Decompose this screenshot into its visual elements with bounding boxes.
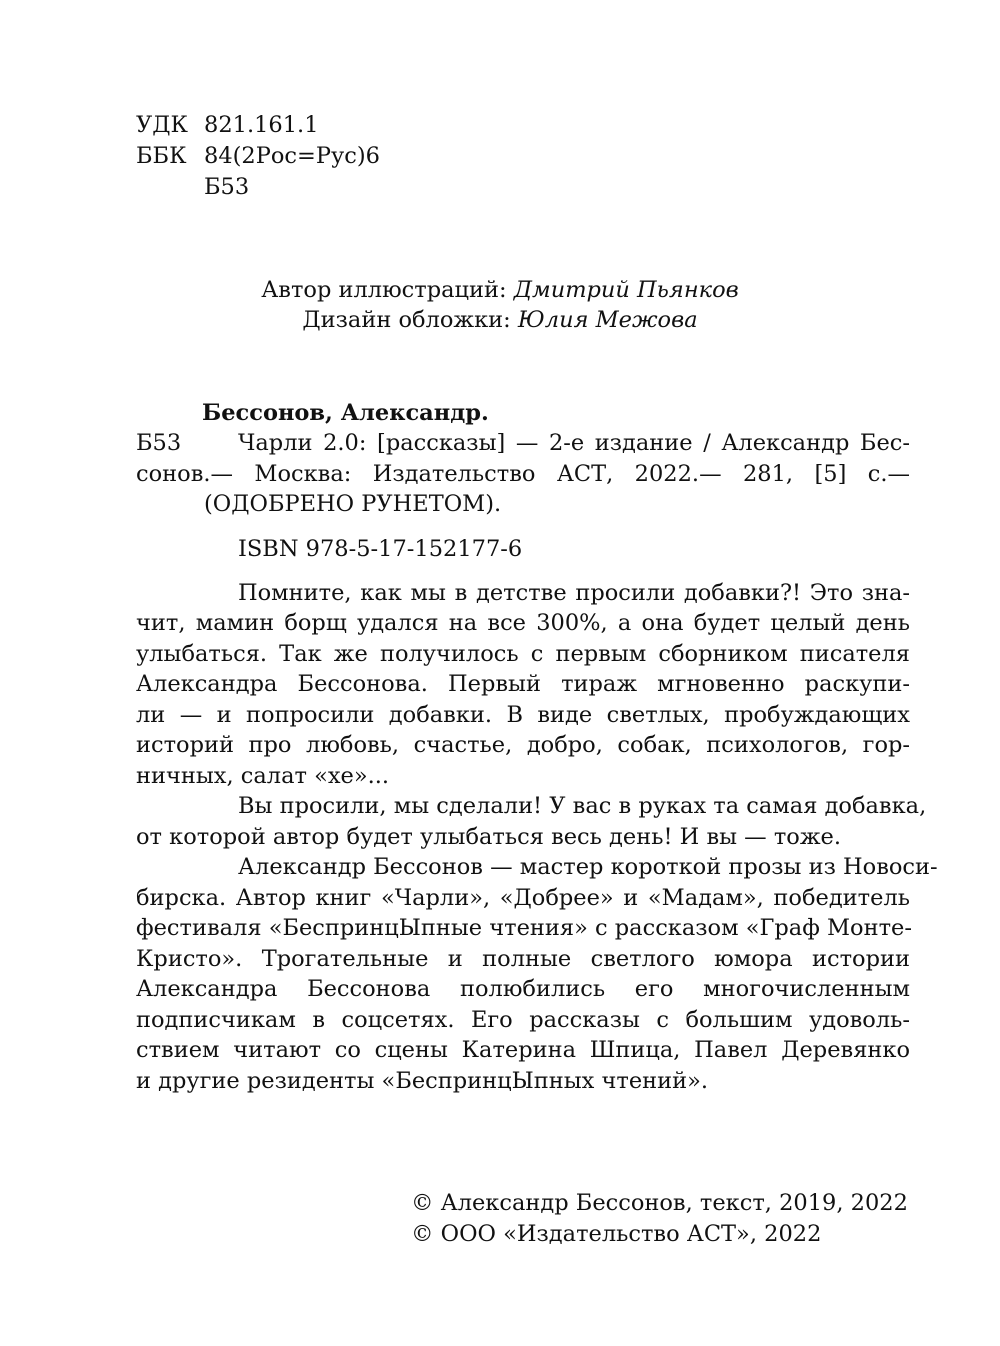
illustrations-label: Автор иллюстраций: bbox=[261, 277, 507, 303]
illustrations-name: Дмитрий Пьянков bbox=[513, 277, 739, 303]
bib-line: сонов.— Москва: Издательство АСТ, 2022.— 281, [5] с.— bbox=[136, 461, 910, 487]
isbn: ISBN 978-5-17-152177-6 bbox=[238, 536, 523, 562]
udk-value: 821.161.1 bbox=[204, 112, 319, 138]
annotation-line: фестиваля «БеспринцЫпные чтения» с рассказом «Граф Монте- bbox=[136, 915, 912, 941]
author-heading: Бессонов, Александр. bbox=[202, 400, 489, 426]
udk-line bbox=[136, 110, 319, 140]
author-mark: Б53 bbox=[204, 174, 250, 200]
annotation-line: и другие резиденты «БеспринцЫпных чтений». bbox=[136, 1068, 709, 1094]
annotation-line: бирска. Автор книг «Чарли», «Добрее» и «Мадам», победитель bbox=[136, 885, 910, 911]
annotation-line: ли — и попросили добавки. В виде светлых, пробуждающих bbox=[136, 702, 910, 728]
annotation-line: Александра Бессонова полюбились его многочисленным bbox=[136, 976, 910, 1002]
cover-label: Дизайн обложки: bbox=[302, 307, 511, 333]
annotation-line: Кристо». Трогательные и полные светлого юмора истории bbox=[136, 946, 910, 972]
annotation-line: Александра Бессонова. Первый тираж мгновенно раскупи- bbox=[136, 671, 910, 697]
margin-mark: Б53 bbox=[136, 430, 182, 456]
udk-label: УДК bbox=[136, 112, 188, 138]
illustrations-credit bbox=[0, 275, 1000, 305]
annotation-line: ничных, салат «хе»... bbox=[136, 763, 390, 789]
annotation-line: Вы просили, мы сделали! У вас в руках та самая добавка, bbox=[238, 793, 927, 819]
annotation-line: от которой автор будет улыбаться весь день! И вы — тоже. bbox=[136, 824, 841, 850]
bbk-value: 84(2Рос=Рус)6 bbox=[204, 143, 380, 169]
annotation-line: историй про любовь, счастье, добро, собак, психологов, гор- bbox=[136, 732, 910, 758]
annotation-line: Александр Бессонов — мастер короткой прозы из Новоси- bbox=[238, 854, 938, 880]
cover-name: Юлия Межова bbox=[517, 307, 698, 333]
bbk-label: ББК bbox=[136, 143, 187, 169]
bib-line: (ОДОБРЕНО РУНЕТОМ). bbox=[204, 491, 502, 517]
annotation-line: улыбаться. Так же получилось с первым сборником писателя bbox=[136, 641, 910, 667]
copyright-publisher: © ООО «Издательство АСТ», 2022 bbox=[411, 1221, 822, 1247]
bib-line: Чарли 2.0: [рассказы] — 2-е издание / Александр Бес- bbox=[238, 430, 910, 456]
annotation-line: чит, мамин борщ удался на все 300%, а она будет целый день bbox=[136, 610, 910, 636]
annotation-line: подписчикам в соцсетях. Его рассказы с большим удоволь- bbox=[136, 1007, 910, 1033]
annotation-line: Помните, как мы в детстве просили добавки?! Это зна- bbox=[238, 580, 910, 606]
bbk-line bbox=[136, 141, 380, 171]
author-mark-line bbox=[136, 172, 249, 202]
annotation-line: ствием читают со сцены Катерина Шпица, Павел Деревянко bbox=[136, 1037, 910, 1063]
cover-credit bbox=[0, 305, 1000, 335]
copyright-author: © Александр Бессонов, текст, 2019, 2022 bbox=[411, 1190, 908, 1216]
